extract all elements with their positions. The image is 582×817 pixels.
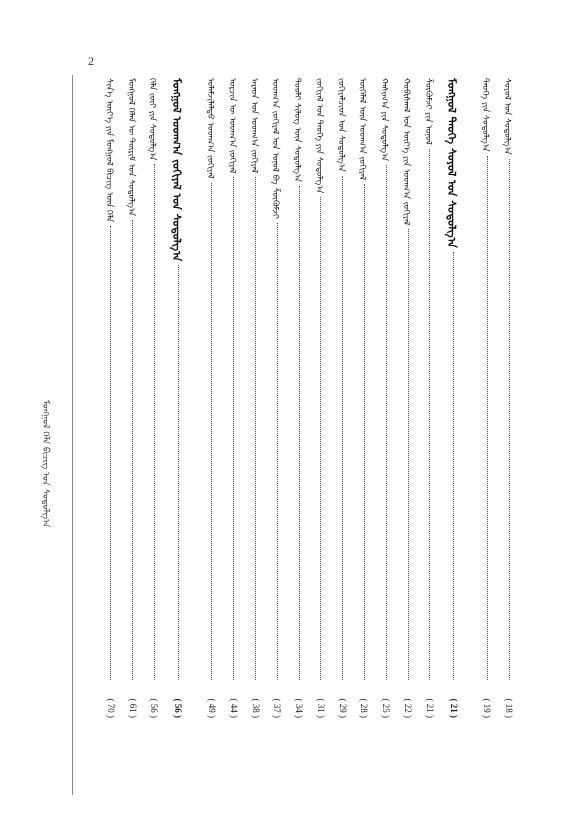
toc-dot-leader: [364, 184, 365, 680]
toc-page-number: ( 56 ): [173, 698, 184, 718]
page-number: 2: [88, 54, 94, 68]
toc-entry-title: ᠰᠣᠶᠣᠯ ᠤᠨ ᠰᠤᠳᠤᠯᠭ᠎ᠠ: [502, 78, 513, 155]
toc-entry-title: ᠬᠤᠪᠢᠰᠬᠠᠯ ᠤᠨ ᠦᠶ᠎ᠡ ᠶᠢᠨ ᠤᠳᠬ᠎ᠠ ᠵᠣᠬᠢᠶᠠᠯ: [401, 78, 412, 226]
toc-entry-title: ᠬᠡᠯᠡ ᠵᠦᠢ ᠶᠢᠨ ᠰᠤᠳᠤᠯᠭ᠎ᠠ: [147, 78, 158, 161]
toc-entry-title: ᠤᠯᠠᠮᠵᠢᠯᠠᠯᠲᠤ ᠤᠳᠬ᠎ᠠ ᠵᠣᠬᠢᠶᠠᠯ: [204, 78, 215, 179]
toc-dot-leader: [509, 159, 510, 680]
toc-page-number: ( 29 ): [337, 698, 348, 718]
toc-dot-leader: [453, 252, 454, 680]
header-rule: [72, 75, 73, 795]
toc-dot-leader: [132, 220, 133, 680]
toc-page-number: ( 21 ): [424, 698, 435, 718]
toc-entry: [476, 78, 498, 718]
toc-page-number: ( 19 ): [482, 698, 493, 718]
toc-entry-title: ᠮᠣᠩᠭᠣᠯ ᠬᠡᠯᠡᠨ ᠦ ᠳᠦᠷᠢᠮ ᠤᠨ ᠰᠤᠳᠤᠯᠭ᠎ᠠ: [125, 78, 136, 216]
toc-entry-title: ᠣᠷᠴᠢᠨ ᠦ ᠤᠳᠬ᠎ᠠ ᠵᠣᠬᠢᠶᠠᠯ: [226, 78, 237, 174]
toc-entry: [288, 78, 310, 718]
toc-page-number: ( 18 ): [504, 698, 515, 718]
toc-page-number: ( 49 ): [206, 698, 217, 718]
toc-dot-leader: [408, 229, 409, 680]
toc-entry-title: ᠠᠷᠠᠳ ᠤᠨ ᠤᠳᠬ᠎ᠠ ᠵᠣᠬᠢᠶᠠᠯ: [248, 78, 259, 173]
toc-entry-title: ᠮᠣᠩᠭᠣᠯ ᠤᠳᠬ᠎ᠠ ᠵᠣᠬᠢᠶᠠᠯ ᠤᠨ ᠰᠤᠳᠤᠯᠭ᠎ᠠ: [169, 78, 183, 262]
toc-section-heading: [441, 78, 467, 718]
toc-page-number: ( 31 ): [315, 698, 326, 718]
toc-page-number: ( 38 ): [250, 698, 261, 718]
toc-page-number: ( 28 ): [359, 698, 370, 718]
toc-entry-title: ᠬᠠᠰᠢᠭ᠎ᠠ ᠶᠢᠨ ᠰᠤᠳᠤᠯᠭ᠎ᠠ: [379, 78, 390, 162]
toc-entry-title: ᠮᠣᠩᠭᠣᠯ ᠲᠡᠦᠬᠡ ᠰᠣᠶᠣᠯ ᠤᠨ ᠰᠤᠳᠤᠯᠭ᠎ᠠ: [445, 78, 459, 248]
toc-entry-title: ᠱᠦᠭᠦᠮᠵᠢ ᠶᠢᠨ ᠣᠨᠣᠯ: [422, 78, 433, 145]
toc-page-number: ( 70 ): [105, 698, 116, 718]
toc-entry: [332, 78, 354, 718]
toc-section-heading: [165, 78, 191, 718]
toc-page-number: ( 21 ): [448, 698, 459, 718]
toc-entry: [201, 78, 223, 718]
toc-dot-leader: [299, 186, 300, 680]
toc-dot-leader: [277, 223, 278, 680]
toc-entry: [354, 78, 376, 718]
toc-dot-leader: [320, 197, 321, 680]
toc-entry: [245, 78, 267, 718]
toc-entry-title: ᠤᠳᠬ᠎ᠠ ᠵᠣᠬᠢᠶᠠᠯ ᠤᠨ ᠣᠨᠣᠯ ᠪᠠ ᠱᠦᠭᠦᠮᠵᠢ: [270, 78, 281, 219]
toc-entry: [266, 78, 288, 718]
toc-dot-leader: [429, 149, 430, 680]
toc-dot-leader: [255, 177, 256, 680]
toc-dot-leader: [487, 156, 488, 680]
toc-entry: [100, 78, 122, 718]
toc-dot-leader: [211, 183, 212, 680]
toc-dot-leader: [342, 176, 343, 680]
toc-dot-leader: [154, 164, 155, 680]
toc-page-number: ( 37 ): [272, 698, 283, 718]
table-of-contents: [100, 78, 520, 718]
toc-entry-title: ᠵᠣᠬᠢᠶᠠᠯᠴᠢᠳ ᠤᠨ ᠰᠤᠳᠤᠯᠭ᠎ᠠ: [335, 78, 346, 172]
toc-entry: [397, 78, 419, 718]
toc-page-number: ( 44 ): [228, 698, 239, 718]
toc-dot-leader: [178, 265, 179, 680]
toc-entry-title: ᠦᠭᠡᠯᠡᠯ ᠦᠨ ᠤᠳᠬ᠎ᠠ ᠵᠣᠬᠢᠶᠠᠯ: [357, 78, 368, 181]
toc-entry: [122, 78, 144, 718]
toc-page-number: ( 56 ): [149, 698, 160, 718]
toc-entry-title: ᠰᠢᠨ᠎ᠡ ᠦᠶ᠎ᠡ ᠶᠢᠨ ᠮᠣᠩᠭᠣᠯ ᠪᠢᠴᠢᠭ ᠦᠨ ᠬᠡᠯᠡ: [103, 78, 114, 223]
toc-entry: [498, 78, 520, 718]
toc-entry-title: ᠵᠣᠬᠢᠶᠠᠯ ᠤᠨ ᠲᠡᠦᠬᠡ ᠶᠢᠨ ᠰᠤᠳᠤᠯᠭ᠎ᠠ: [313, 78, 324, 194]
toc-page-number: ( 61 ): [127, 698, 138, 718]
toc-entry: [223, 78, 245, 718]
toc-page-number: ( 25 ): [381, 698, 392, 718]
toc-dot-leader: [386, 165, 387, 680]
toc-page-number: ( 34 ): [294, 698, 305, 718]
toc-entry-title: ᠲᠡᠦᠬᠡ ᠶᠢᠨ ᠰᠤᠳᠤᠯᠭ᠎ᠠ: [480, 78, 491, 152]
running-header: ᠮᠣᠩᠭᠣᠯ ᠬᠡᠯᠡ ᠪᠢᠴᠢᠭ ᠤᠨ ᠰᠤᠳᠤᠯᠭ᠎ᠠ: [40, 400, 50, 528]
toc-entry: [144, 78, 166, 718]
toc-page-number: ( 22 ): [403, 698, 414, 718]
toc-entry: [310, 78, 332, 718]
toc-dot-leader: [233, 177, 234, 680]
toc-entry: [375, 78, 397, 718]
toc-dot-leader: [110, 226, 111, 680]
toc-entry: [419, 78, 441, 718]
toc-entry-title: ᠳᠤᠤᠯᠢ ᠰᠢᠯᠦᠭ ᠦᠨ ᠰᠤᠳᠤᠯᠭ᠎ᠠ: [292, 78, 303, 182]
